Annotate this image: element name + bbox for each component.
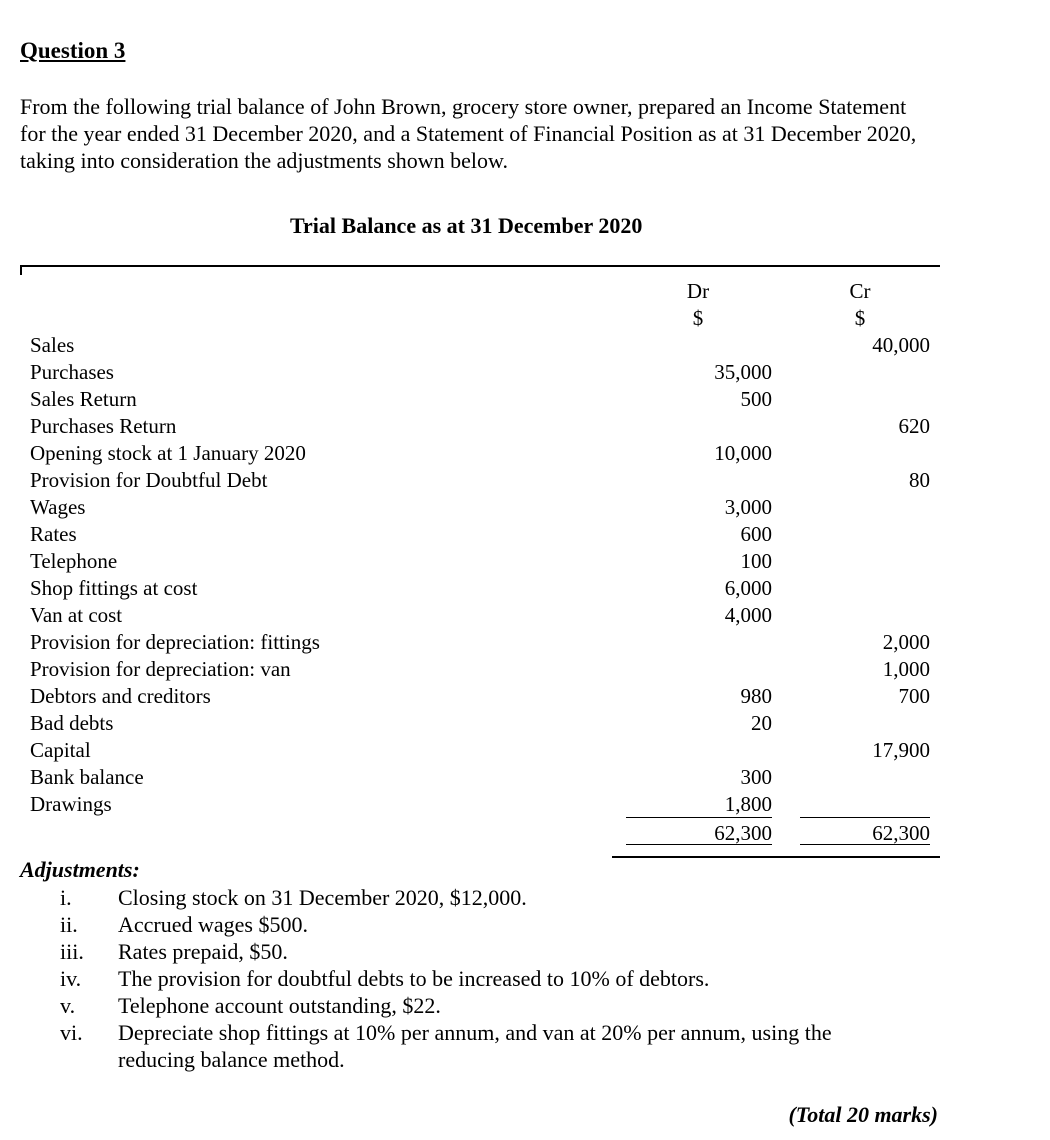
table-row bbox=[30, 359, 940, 386]
adjustment-number: ii. bbox=[60, 912, 78, 937]
dr-amount: 1,800 bbox=[724, 792, 772, 816]
account-name: Provision for Doubtful Debt bbox=[30, 468, 268, 492]
table-row bbox=[30, 575, 940, 602]
account-name: Opening stock at 1 January 2020 bbox=[30, 441, 306, 465]
account-name: Drawings bbox=[30, 792, 112, 816]
account-name: Capital bbox=[30, 738, 91, 762]
account-name: Provision for depreciation: fittings bbox=[30, 630, 320, 654]
account-name: Sales Return bbox=[30, 387, 137, 411]
table-top-tick bbox=[20, 265, 22, 275]
question-title: Question 3 bbox=[20, 38, 126, 63]
table-bottom-rule bbox=[612, 856, 940, 858]
cr-column-header: Cr bbox=[849, 279, 871, 303]
table-row bbox=[30, 629, 940, 656]
dr-amount: 980 bbox=[740, 684, 772, 708]
adjustment-text: Telephone account outstanding, $22. bbox=[118, 993, 441, 1018]
dr-amount: 300 bbox=[740, 765, 772, 789]
account-name: Telephone bbox=[30, 549, 118, 573]
account-name: Wages bbox=[30, 495, 86, 519]
account-name: Bank balance bbox=[30, 765, 144, 789]
adjustment-number: vi. bbox=[60, 1020, 83, 1045]
account-name: Provision for depreciation: van bbox=[30, 657, 291, 681]
totals-row bbox=[30, 820, 940, 847]
table-row bbox=[30, 656, 940, 683]
table-row bbox=[30, 413, 940, 440]
account-name: Van at cost bbox=[30, 603, 123, 627]
table-row bbox=[30, 494, 940, 521]
account-name: Bad debts bbox=[30, 711, 114, 735]
cr-column-unit: $ bbox=[854, 306, 866, 330]
adjustment-number: iii. bbox=[60, 939, 84, 964]
dr-amount: 3,000 bbox=[724, 495, 772, 519]
adjustment-text: Accrued wages $500. bbox=[118, 912, 308, 937]
cr-amount: 2,000 bbox=[882, 630, 930, 654]
cr-subtotal-rule bbox=[800, 817, 930, 818]
adjustment-number: iv. bbox=[60, 966, 82, 991]
dr-total-underline bbox=[626, 844, 772, 845]
total-marks: (Total 20 marks) bbox=[788, 1102, 938, 1127]
account-name: Rates bbox=[30, 522, 77, 546]
cr-amount: 40,000 bbox=[872, 333, 930, 357]
account-name: Purchases bbox=[30, 360, 114, 384]
adjustment-text: The provision for doubtful debts to be increased to 10% of debtors. bbox=[118, 966, 710, 991]
table-row bbox=[30, 764, 940, 791]
dr-amount: 600 bbox=[740, 522, 772, 546]
cr-amount: 700 bbox=[898, 684, 930, 708]
cr-amount: 1,000 bbox=[882, 657, 930, 681]
table-row bbox=[30, 521, 940, 548]
adjustments-title: Adjustments: bbox=[20, 857, 140, 882]
dr-amount: 10,000 bbox=[714, 441, 772, 465]
cr-amount: 620 bbox=[898, 414, 930, 438]
cr-total-underline bbox=[800, 844, 930, 845]
adjustment-text: Closing stock on 31 December 2020, $12,000. bbox=[118, 885, 527, 910]
table-row bbox=[30, 683, 940, 710]
dr-column-header: Dr bbox=[686, 279, 710, 303]
table-row bbox=[30, 332, 940, 359]
cr-amount: 80 bbox=[909, 468, 930, 492]
adjustment-text: Rates prepaid, $50. bbox=[118, 939, 288, 964]
account-name: Shop fittings at cost bbox=[30, 576, 198, 600]
dr-amount: 20 bbox=[751, 711, 772, 735]
table-row bbox=[30, 737, 940, 764]
adjustment-text: Depreciate shop fittings at 10% per annum, and van at 20% per annum, using the reducing balance method. bbox=[118, 1020, 832, 1072]
table-row bbox=[30, 710, 940, 737]
table-row bbox=[30, 440, 940, 467]
table-row bbox=[30, 467, 940, 494]
dr-total: 62,300 bbox=[714, 821, 772, 845]
cr-total: 62,300 bbox=[872, 821, 930, 845]
table-row bbox=[30, 386, 940, 413]
account-name: Debtors and creditors bbox=[30, 684, 211, 708]
dr-subtotal-rule bbox=[626, 817, 772, 818]
dr-column-unit: $ bbox=[692, 306, 704, 330]
cr-amount: 17,900 bbox=[872, 738, 930, 762]
adjustment-number: i. bbox=[60, 885, 72, 910]
account-name: Purchases Return bbox=[30, 414, 177, 438]
table-row bbox=[30, 548, 940, 575]
dr-amount: 35,000 bbox=[714, 360, 772, 384]
dr-amount: 100 bbox=[740, 549, 772, 573]
table-top-rule bbox=[20, 265, 940, 267]
question-intro: From the following trial balance of John Brown, grocery store owner, prepared an Income Statement for the year ended 31 December 2020, and a Statement of Financial Position as at 31 December 2020, taking into consideration the adjustments shown below. bbox=[20, 94, 917, 173]
dr-amount: 4,000 bbox=[724, 603, 772, 627]
dr-amount: 500 bbox=[740, 387, 772, 411]
table-row bbox=[30, 602, 940, 629]
account-name: Sales bbox=[30, 333, 75, 357]
adjustment-number: v. bbox=[60, 993, 76, 1018]
dr-amount: 6,000 bbox=[724, 576, 772, 600]
table-row bbox=[30, 791, 940, 818]
trial-balance-title: Trial Balance as at 31 December 2020 bbox=[290, 213, 643, 238]
